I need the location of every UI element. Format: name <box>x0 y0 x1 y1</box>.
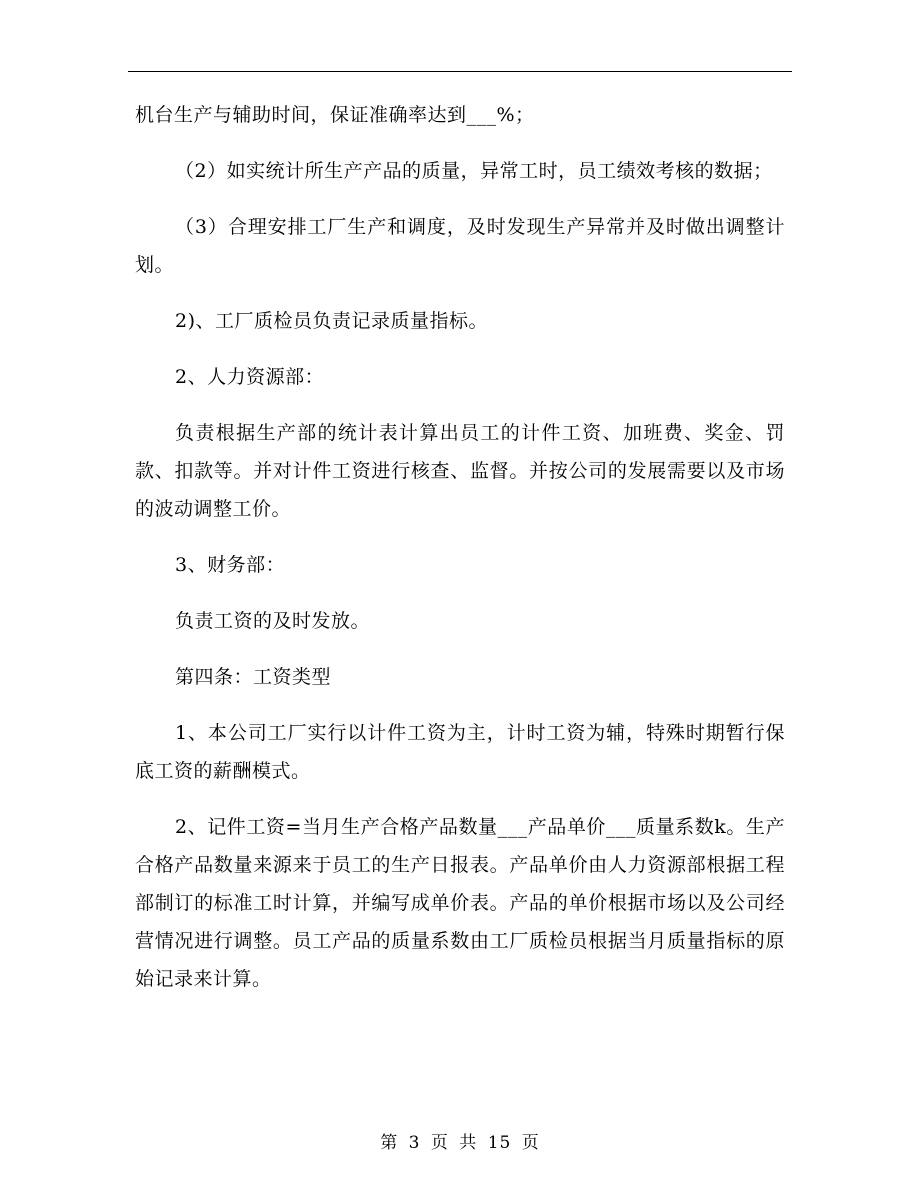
paragraph-4: 2)、工厂质检员负责记录质量指标。 <box>175 310 489 332</box>
paragraph-piecework-formula: 2、记件工资=当月生产合格产品数量___产品单价___质量系数k。生产合格产品数量来源来于员工的生产日报表。产品单价由人力资源部根据工程部制订的标准工时计算，并编写成单价表。产品的单价根据市场以及公司经营情况进行调整。员工产品的质量系数由工厂质检员根据当月质量指标的原始记录来计算。 <box>135 816 785 990</box>
paragraph-1: 机台生产与辅助时间，保证准确率达到___%； <box>135 104 535 126</box>
article-heading: 第四条：工资类型 <box>175 666 332 688</box>
paragraph-hr-duties: 负责根据生产部的统计表计算出员工的计件工资、加班费、奖金、罚款、扣款等。并对计件工资进行核查、监督。并按公司的发展需要以及市场的波动调整工价。 <box>135 422 785 520</box>
paragraph-2: （2）如实统计所生产产品的质量，异常工时，员工绩效考核的数据； <box>175 160 773 182</box>
paragraph-finance-duties: 负责工资的及时发放。 <box>175 610 371 632</box>
document-body <box>135 96 785 998</box>
paragraph-wage-model: 1、本公司工厂实行以计件工资为主，计时工资为辅，特殊时期暂行保底工资的薪酬模式。 <box>135 722 785 782</box>
section-heading-hr: 2、人力资源部： <box>175 366 325 388</box>
header-rule <box>128 71 792 72</box>
paragraph-3: （3）合理安排工厂生产和调度，及时发现生产异常并及时做出调整计划。 <box>135 216 785 276</box>
section-heading-finance: 3、财务部： <box>175 554 286 576</box>
page-number-footer: 第 3 页 共 15 页 <box>380 1133 540 1153</box>
